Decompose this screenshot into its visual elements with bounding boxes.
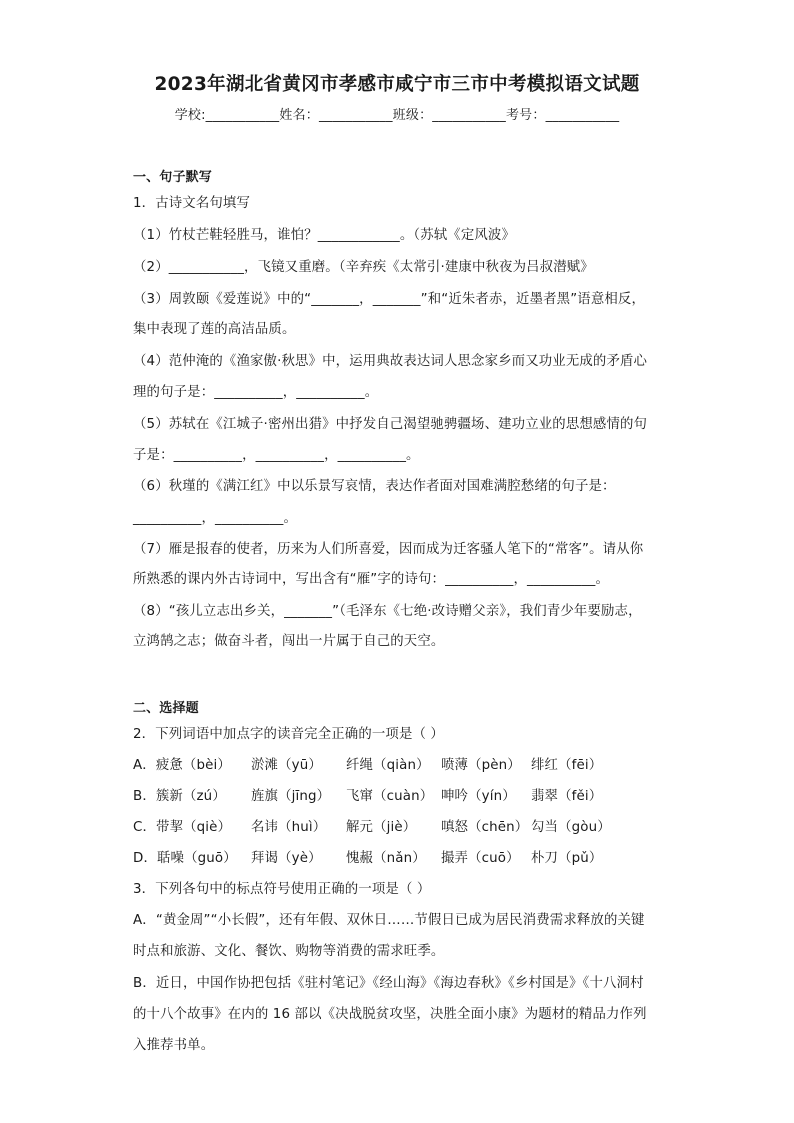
- option-item: D．聒噪（guō）: [133, 851, 237, 866]
- option-item: 撮弄（cuō）: [441, 851, 520, 866]
- fill-line: 理的句子是：__________，__________。: [133, 385, 379, 400]
- fill-line: （3）周敦颐《爱莲说》中的“_______，_______”和“近朱者赤，近墨者黑”语意相反，: [133, 292, 645, 307]
- option-item: 翡翠（fěi）: [531, 789, 603, 804]
- option-item: 愧赧（nǎn）: [346, 851, 426, 866]
- student-info-line: 学校:___________姓名：___________班级：___________考号：___________: [174, 108, 620, 123]
- option-item: 淤滩（yū）: [251, 758, 322, 773]
- option-item: 勾当（gòu）: [531, 820, 611, 835]
- option-item: 纤绳（qiàn）: [346, 758, 430, 773]
- fill-line: 所熟悉的课内外古诗词中，写出含有“雁”字的诗句：__________，__________。: [133, 572, 610, 587]
- question-3-stem: 3．下列各句中的标点符号使用正确的一项是（ ）: [133, 882, 431, 897]
- fill-line: （7）雁是报春的使者，历来为人们所喜爱，因而成为迁客骚人笔下的“常客”。请从你: [133, 542, 644, 557]
- option-row-b: [133, 785, 602, 804]
- fill-line: （1）竹杖芒鞋轻胜马，谁怕？____________。（苏轼《定风波》: [133, 228, 516, 243]
- option-text-line: 时点和旅游、文化、餐饮、购物等消费的需求旺季。: [133, 944, 445, 959]
- fill-line: （6）秋瑾的《满江红》中以乐景写哀情，表达作者面对国难满腔愁绪的句子是：: [133, 479, 616, 494]
- option-item: 嗔怒（chēn）: [441, 820, 529, 835]
- option-item: 朴刀（pǔ）: [531, 851, 603, 866]
- fill-line: 集中表现了莲的高洁品质。: [133, 322, 296, 337]
- fill-line: __________，__________。: [133, 511, 297, 526]
- exam-title: 2023年湖北省黄冈市孝感市咸宁市三市中考模拟语文试题: [154, 74, 640, 95]
- option-item: 解元（jiè）: [346, 820, 417, 835]
- section-heading-1: 一、句子默写: [133, 170, 212, 185]
- section-heading-2: 二、选择题: [133, 701, 199, 716]
- option-item: 飞窜（cuàn）: [346, 789, 434, 804]
- option-text-line: A．“黄金周”“小长假”，还有年假、双休日……节假日已成为居民消费需求释放的关键: [133, 913, 645, 928]
- option-item: 拜谒（yè）: [251, 851, 322, 866]
- question-1-stem: 1．古诗文名句填写: [133, 196, 250, 211]
- fill-line: （4）范仲淹的《渔家傲·秋思》中，运用典故表达词人思念家乡而又功业无成的矛盾心: [133, 354, 648, 369]
- option-row-c: [133, 816, 611, 835]
- fill-line: （8）“孩儿立志出乡关，_______”（毛泽东《七绝·改诗赠父亲》，我们青少年要励志，: [133, 604, 642, 619]
- fill-line: （5）苏轼在《江城子·密州出猎》中抒发自己渴望驰骋疆场、建功立业的思想感情的句: [133, 417, 648, 432]
- option-text-line: B．近日，中国作协把包括《驻村笔记》《经山海》《海边春秋》《乡村国是》《十八洞村: [133, 976, 644, 991]
- option-row-a: [133, 754, 602, 773]
- option-text-line: 入推荐书单。: [133, 1038, 215, 1053]
- option-text-line: 的十八个故事》在内的 16 部以《决战脱贫攻坚，决胜全面小康》为题材的精品力作列: [133, 1007, 647, 1022]
- fill-line: 立鸿鹄之志；做奋斗者，闯出一片属于自己的天空。: [133, 634, 445, 649]
- option-item: B．簇新（zú）: [133, 789, 226, 804]
- option-row-d: [133, 847, 602, 866]
- option-item: A．疲惫（bèi）: [133, 758, 231, 773]
- fill-line: （2）___________，飞镜又重磨。（辛弃疾《太常引·建康中秋夜为吕叔潜赋》: [133, 260, 594, 275]
- option-item: 名讳（huì）: [251, 820, 327, 835]
- option-item: 喷薄（pèn）: [441, 758, 521, 773]
- option-item: 绯红（fēi）: [531, 758, 603, 773]
- option-item: 呻吟（yín）: [441, 789, 516, 804]
- fill-line: 子是：__________，__________，__________。: [133, 448, 420, 463]
- option-item: C．带挈（qiè）: [133, 820, 232, 835]
- question-2-stem: 2．下列词语中加点字的读音完全正确的一项是（ ）: [133, 727, 444, 742]
- option-item: 旌旗（jīng）: [251, 789, 331, 804]
